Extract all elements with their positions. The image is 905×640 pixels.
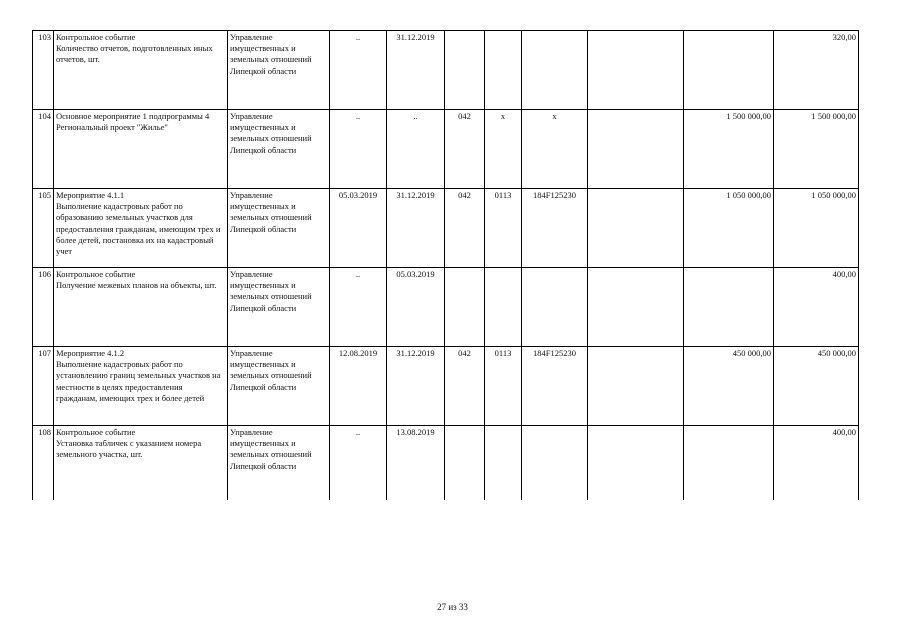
amount-regional-cell <box>684 426 774 501</box>
start-date-cell: 12.08.2019 <box>330 347 387 426</box>
plan-table <box>32 30 859 500</box>
table-row <box>33 110 859 189</box>
amount-regional-cell: 450 000,00 <box>684 347 774 426</box>
code-target-cell <box>522 31 588 110</box>
code-expense-cell <box>588 31 684 110</box>
event-name-cell: Контрольное событие Получение межевых планов на объекты, шт. <box>54 268 228 347</box>
code-section-cell <box>485 31 522 110</box>
page-number: 27 из 33 <box>437 602 468 612</box>
row-number-cell: 106 <box>33 268 54 347</box>
code-expense-cell <box>588 189 684 268</box>
executor-cell: Управление имущественных и земельных отношений Липецкой области <box>228 426 330 501</box>
code-section-cell: 0113 <box>485 189 522 268</box>
event-name-cell: Мероприятие 4.1.1 Выполнение кадастровых работ по образованию земельных участков для предоставления гражданам, имеющим трех и более детей, постановка их на кадастровый учет <box>54 189 228 268</box>
table-row <box>33 268 859 347</box>
row-number-cell: 108 <box>33 426 54 501</box>
event-name-cell: Основное мероприятие 1 подпрограммы 4 Региональный проект "Жилье" <box>54 110 228 189</box>
table-row <box>33 426 859 501</box>
amount-total-cell: 1 050 000,00 <box>774 189 859 268</box>
executor-cell: Управление имущественных и земельных отношений Липецкой области <box>228 31 330 110</box>
code-section-cell <box>485 268 522 347</box>
amount-total-cell: 400,00 <box>774 426 859 501</box>
start-date-cell: .. <box>330 268 387 347</box>
executor-cell: Управление имущественных и земельных отношений Липецкой области <box>228 110 330 189</box>
end-date-cell: .. <box>387 110 445 189</box>
row-number-cell: 107 <box>33 347 54 426</box>
code-expense-cell <box>588 426 684 501</box>
amount-regional-cell: 1 050 000,00 <box>684 189 774 268</box>
code-ministry-cell <box>445 426 485 501</box>
end-date-cell: 05.03.2019 <box>387 268 445 347</box>
amount-total-cell: 450 000,00 <box>774 347 859 426</box>
executor-cell: Управление имущественных и земельных отношений Липецкой области <box>228 268 330 347</box>
code-target-cell <box>522 426 588 501</box>
table-row <box>33 347 859 426</box>
code-section-cell: x <box>485 110 522 189</box>
table-row <box>33 189 859 268</box>
code-target-cell: x <box>522 110 588 189</box>
event-name-cell: Контрольное событие Количество отчетов, подготовленных иных отчетов, шт. <box>54 31 228 110</box>
code-section-cell: 0113 <box>485 347 522 426</box>
code-ministry-cell: 042 <box>445 189 485 268</box>
code-expense-cell <box>588 347 684 426</box>
amount-regional-cell <box>684 268 774 347</box>
row-number-cell: 103 <box>33 31 54 110</box>
row-number-cell: 105 <box>33 189 54 268</box>
amount-regional-cell: 1 500 000,00 <box>684 110 774 189</box>
code-ministry-cell: 042 <box>445 110 485 189</box>
code-ministry-cell <box>445 31 485 110</box>
code-ministry-cell <box>445 268 485 347</box>
end-date-cell: 13.08.2019 <box>387 426 445 501</box>
code-target-cell <box>522 268 588 347</box>
amount-total-cell: 320,00 <box>774 31 859 110</box>
executor-cell: Управление имущественных и земельных отношений Липецкой области <box>228 189 330 268</box>
end-date-cell: 31.12.2019 <box>387 31 445 110</box>
start-date-cell: .. <box>330 426 387 501</box>
event-name-cell: Мероприятие 4.1.2 Выполнение кадастровых работ по установлению границ земельных участков на местности в целях предоставления гражданам, имеющих трех и более детей <box>54 347 228 426</box>
code-expense-cell <box>588 110 684 189</box>
code-ministry-cell: 042 <box>445 347 485 426</box>
amount-total-cell: 1 500 000,00 <box>774 110 859 189</box>
code-expense-cell <box>588 268 684 347</box>
start-date-cell: .. <box>330 31 387 110</box>
end-date-cell: 31.12.2019 <box>387 347 445 426</box>
amount-total-cell: 400,00 <box>774 268 859 347</box>
executor-cell: Управление имущественных и земельных отношений Липецкой области <box>228 347 330 426</box>
code-section-cell <box>485 426 522 501</box>
event-name-cell: Контрольное событие Установка табличек с указанием номера земельного участка, шт. <box>54 426 228 501</box>
table-row <box>33 31 859 110</box>
start-date-cell: .. <box>330 110 387 189</box>
code-target-cell: 184F125230 <box>522 189 588 268</box>
row-number-cell: 104 <box>33 110 54 189</box>
start-date-cell: 05.03.2019 <box>330 189 387 268</box>
amount-regional-cell <box>684 31 774 110</box>
end-date-cell: 31.12.2019 <box>387 189 445 268</box>
code-target-cell: 184F125230 <box>522 347 588 426</box>
